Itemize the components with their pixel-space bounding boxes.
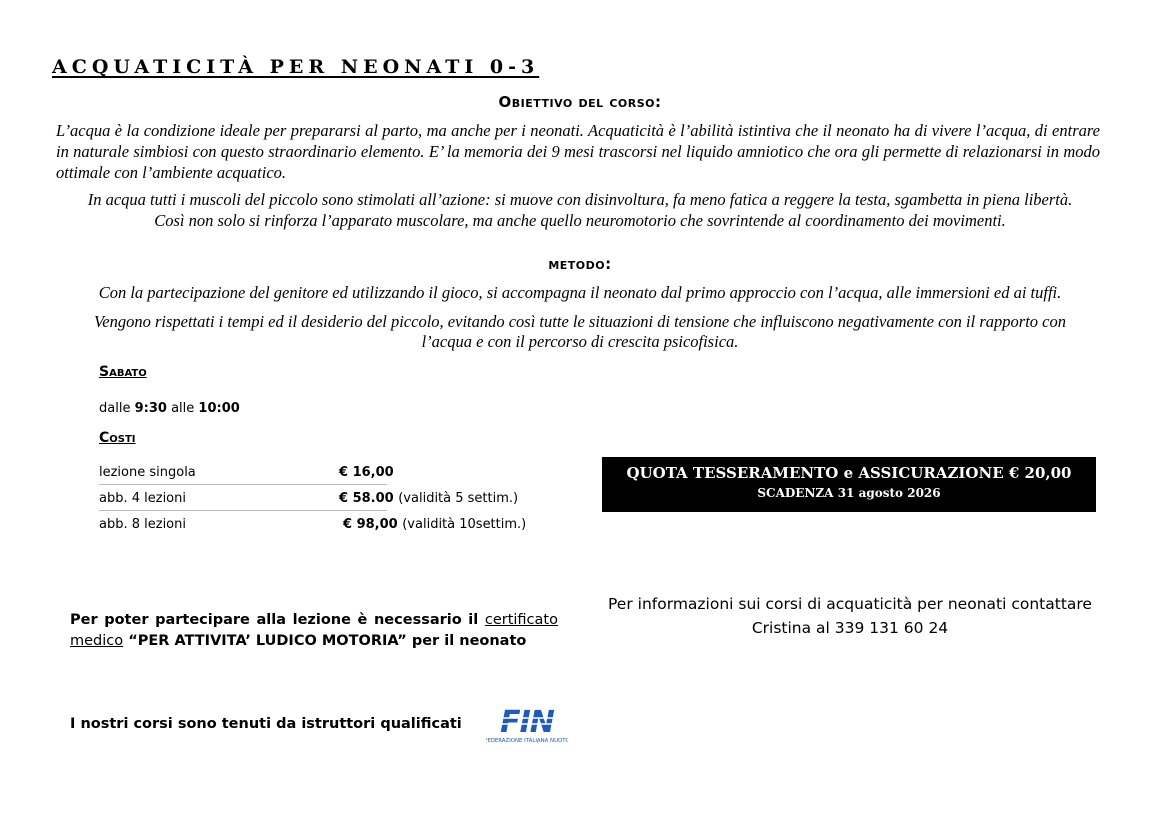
- schedule-from-time: 9:30: [134, 401, 167, 416]
- instructors-note: I nostri corsi sono tenuti da istruttori qualificati: [70, 716, 462, 732]
- fin-logo-icon: [486, 706, 568, 746]
- medical-certificate-line-1: [70, 610, 558, 631]
- price-row-price: € 16,00: [339, 465, 394, 480]
- price-row-divider: [99, 510, 387, 511]
- method-paragraph-2-line-1: Vengono rispettati i tempi ed il desiderio del piccolo, evitando così tutte le situazioni di tensione che influiscono negativamente con il rapporto con: [94, 312, 1066, 331]
- price-row-name: abb. 8 lezioni: [99, 517, 186, 532]
- price-row-note: (validità 10settim.): [402, 517, 527, 532]
- medical-certificate-text-2: “PER ATTIVITA’ LUDICO MOTORIA” per il neonato: [128, 633, 527, 649]
- membership-fee-label: QUOTA TESSERAMENTO e ASSICURAZIONE: [626, 464, 1004, 482]
- membership-fee-box: [602, 457, 1096, 512]
- medical-certificate-line-2: [70, 631, 558, 652]
- objective-heading: Obiettivo del corso:: [498, 93, 662, 111]
- page-title: ACQUATICITÀ PER NEONATI 0-3: [52, 56, 540, 78]
- membership-deadline-label: SCADENZA: [757, 486, 834, 500]
- medical-certificate-term-2: medico: [70, 633, 124, 649]
- price-row: [99, 489, 529, 509]
- price-row-price: € 58.00: [339, 491, 394, 506]
- price-row: [99, 515, 529, 535]
- schedule-to-time: 10:00: [198, 401, 240, 416]
- membership-fee-line: [602, 464, 1096, 482]
- medical-certificate-text-1: Per poter partecipare alla lezione è necessario il: [70, 612, 479, 628]
- schedule-to-word: alle: [171, 401, 195, 416]
- fin-logo-subtitle: FEDERAZIONE ITALIANA NUOTO: [486, 738, 568, 744]
- membership-fee-amount: € 20,00: [1008, 464, 1072, 482]
- fin-logo-mark: FIN: [500, 706, 554, 740]
- medical-certificate-notice: [70, 610, 558, 652]
- price-row-note: (validità 5 settim.): [398, 491, 519, 506]
- fin-logo: [486, 706, 568, 746]
- objective-paragraph-1: L’acqua è la condizione ideale per prepararsi al parto, ma anche per i neonati. Acquaticità è l’abilità istintiva che il neonato ha di vivere l’acqua, di entrare in naturale simbiosi con questo straordinario elemento. E’ la memoria dei 9 mesi trascorsi nel liquido amniotico che ora gli permette di relazionarsi in modo ottimale con l’ambiente acquatico.: [56, 121, 1100, 182]
- price-row-name: lezione singola: [99, 465, 196, 480]
- objective-paragraph-2-line-2: Così non solo si rinforza l’apparato muscolare, ma anche quello neuromotorio che sovrintende al coordinamento dei movimenti.: [154, 211, 1006, 230]
- costs-label: Costi: [99, 430, 136, 446]
- price-row-divider: [99, 484, 387, 485]
- price-row-name: abb. 4 lezioni: [99, 491, 186, 506]
- method-heading: metodo:: [548, 255, 612, 273]
- price-row: [99, 463, 529, 483]
- schedule-day-label: Sabato: [99, 364, 147, 380]
- membership-deadline-date: 31 agosto 2026: [837, 486, 941, 500]
- contact-line-1: Per informazioni sui corsi di acquaticità per neonati contattare: [608, 595, 1092, 613]
- method-paragraph-2-line-2: l’acqua e con il percorso di crescita psicofisica.: [421, 332, 739, 351]
- objective-paragraph-2-line-1: In acqua tutti i muscoli del piccolo sono stimolati all’azione: si muove con disinvoltura, fa meno fatica a reggere la testa, sgambetta in piena libertà.: [87, 190, 1073, 209]
- schedule-time: [99, 401, 240, 416]
- contact-info: [590, 592, 1110, 640]
- schedule-from-word: dalle: [99, 401, 131, 416]
- method-paragraph-1: Con la partecipazione del genitore ed utilizzando il gioco, si accompagna il neonato dal primo approccio con l’acqua, alle immersioni ed ai tuffi.: [98, 283, 1062, 302]
- membership-deadline-line: [602, 486, 1096, 500]
- contact-line-2: Cristina al 339 131 60 24: [751, 619, 949, 637]
- price-row-price: € 98,00: [343, 517, 398, 532]
- medical-certificate-term-1: certificato: [484, 612, 558, 628]
